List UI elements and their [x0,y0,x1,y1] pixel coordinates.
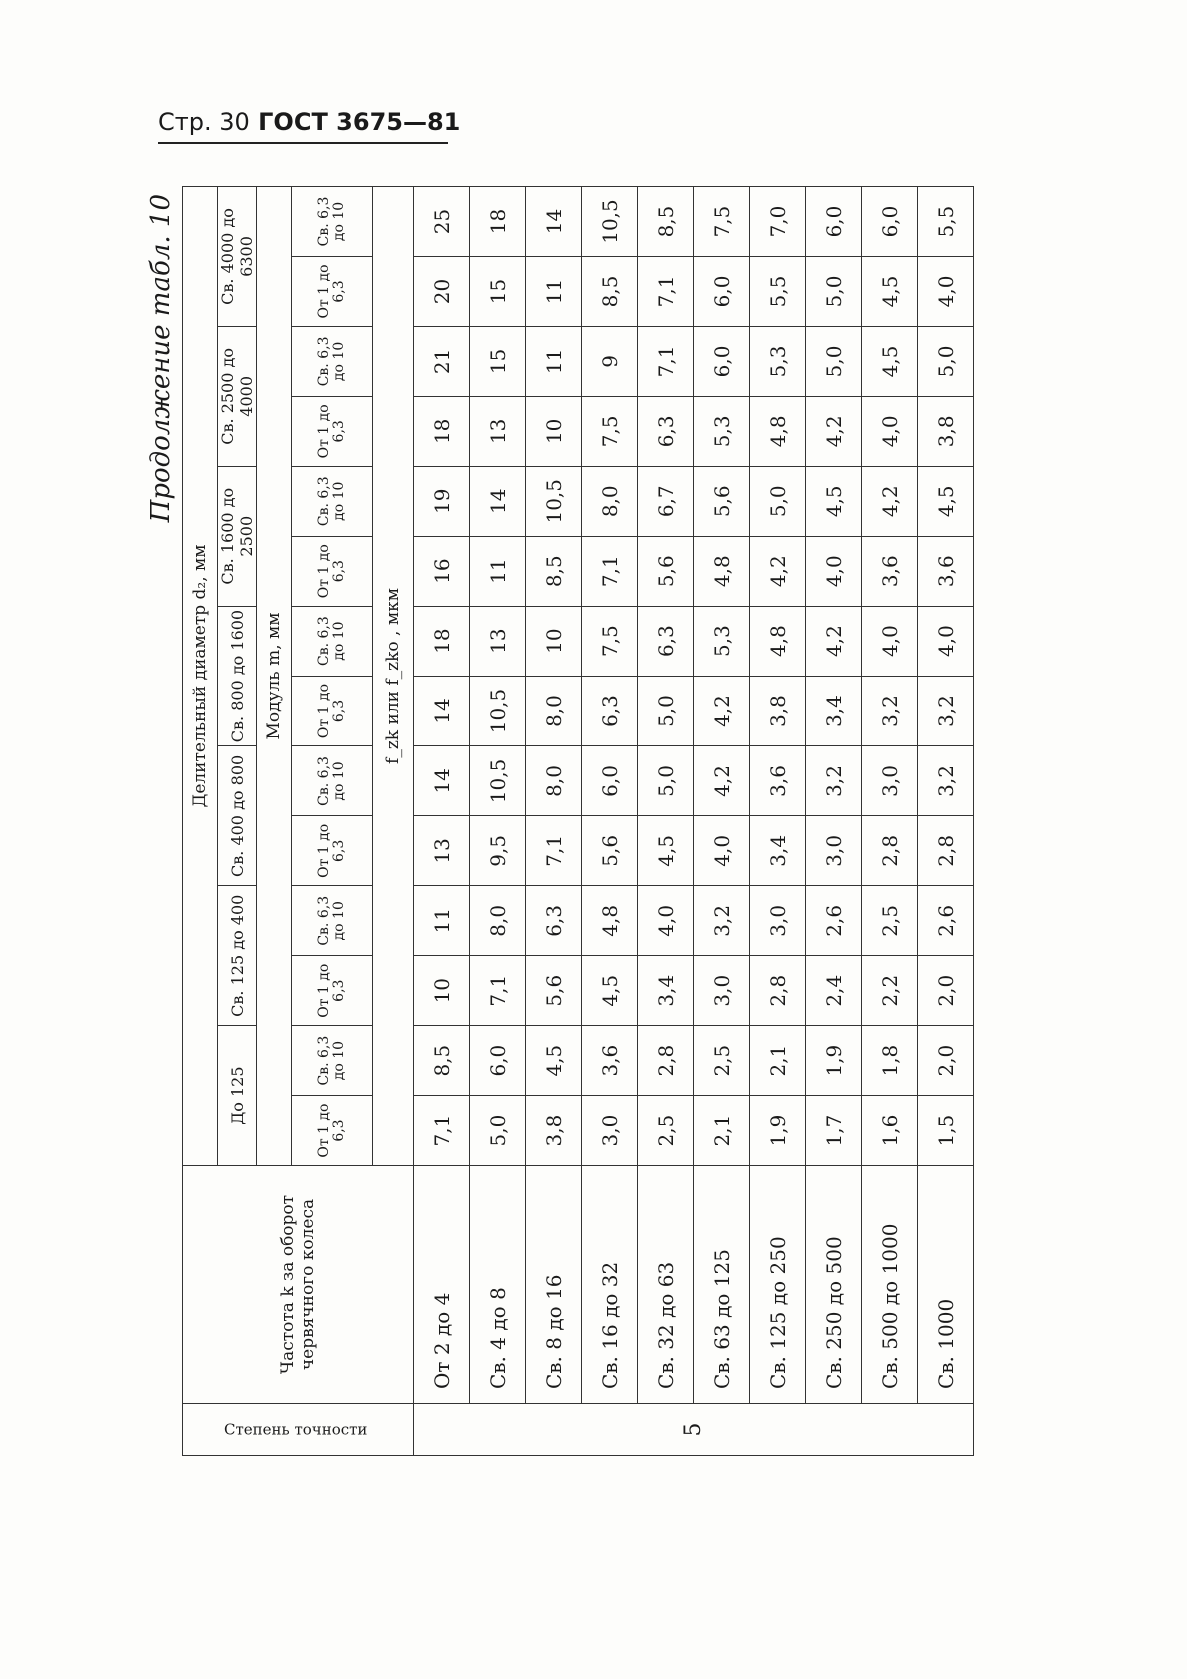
module-range-cell: Св. 6,3 до 10 [292,606,373,676]
value-cell: 6,3 [638,396,694,466]
value-cell: 5,3 [694,396,750,466]
module-range-cell: Св. 6,3 до 10 [292,187,373,257]
value-cell: 20 [414,257,470,327]
table-row [694,187,750,1456]
value-cell: 4,2 [806,396,862,466]
value-cell: 5,6 [638,536,694,606]
value-cell: 14 [414,676,470,746]
page-number: Стр. 30 [158,108,250,136]
value-cell: 8,0 [526,746,582,816]
module-header: Модуль m, мм [257,187,292,1166]
value-cell: 4,0 [918,257,974,327]
value-cell: 1,7 [806,1096,862,1166]
tolerance-table [182,186,974,1456]
value-cell: 2,2 [862,956,918,1026]
value-cell: 6,7 [638,466,694,536]
table-caption: Продолжение табл. 10 [146,194,176,523]
diameter-range-4: Св. 1600 до 2500 [218,466,257,606]
module-range-cell: От 1 до 6,3 [292,1096,373,1166]
degree-header: Степень точности [183,1404,414,1456]
degree-value: 5 [414,1404,974,1456]
value-cell: 14 [470,466,526,536]
value-cell: 3,6 [750,746,806,816]
table-row [470,187,526,1456]
value-cell: 5,6 [694,466,750,536]
diameter-range-3: Св. 800 до 1600 [218,606,257,746]
module-range-cell: Св. 6,3 до 10 [292,886,373,956]
value-cell: 6,0 [694,326,750,396]
frequency-cell: Св. 8 до 16 [526,1166,582,1404]
value-cell: 5,0 [638,746,694,816]
table-row [414,187,470,1456]
value-cell: 8,0 [526,676,582,746]
unit-header: f_zk или f_zko , мкм [373,187,414,1166]
value-cell: 10,5 [582,187,638,257]
value-cell: 4,2 [694,746,750,816]
value-cell: 4,8 [750,396,806,466]
value-cell: 1,9 [806,1026,862,1096]
value-cell: 11 [526,326,582,396]
frequency-cell: Св. 16 до 32 [582,1166,638,1404]
value-cell: 21 [414,326,470,396]
value-cell: 5,0 [638,676,694,746]
frequency-cell: Св. 63 до 125 [694,1166,750,1404]
module-range-cell: От 1 до 6,3 [292,536,373,606]
value-cell: 3,0 [582,1096,638,1166]
value-cell: 2,5 [638,1096,694,1166]
value-cell: 4,0 [638,886,694,956]
value-cell: 8,5 [526,536,582,606]
value-cell: 5,3 [750,326,806,396]
value-cell: 6,3 [638,606,694,676]
value-cell: 3,8 [918,396,974,466]
value-cell: 16 [414,536,470,606]
module-range-cell: От 1 до 6,3 [292,257,373,327]
value-cell: 4,2 [806,606,862,676]
value-cell: 9 [582,326,638,396]
table-row [806,187,862,1456]
value-cell: 3,8 [750,676,806,746]
value-cell: 1,6 [862,1096,918,1166]
value-cell: 2,8 [918,816,974,886]
value-cell: 18 [414,606,470,676]
value-cell: 15 [470,257,526,327]
value-cell: 10 [526,606,582,676]
value-cell: 5,6 [526,956,582,1026]
module-range-cell: От 1 до 6,3 [292,396,373,466]
value-cell: 1,5 [918,1096,974,1166]
value-cell: 3,6 [582,1026,638,1096]
value-cell: 4,5 [918,466,974,536]
value-cell: 8,0 [582,466,638,536]
page-header [158,108,461,144]
value-cell: 15 [470,326,526,396]
module-range-cell: Св. 6,3 до 10 [292,466,373,536]
value-cell: 7,5 [582,606,638,676]
module-range-cell: Св. 6,3 до 10 [292,746,373,816]
table-body [414,187,974,1456]
value-cell: 3,2 [862,676,918,746]
value-cell: 5,5 [918,187,974,257]
value-cell: 4,2 [750,536,806,606]
value-cell: 3,2 [806,746,862,816]
table-row [862,187,918,1456]
value-cell: 3,0 [694,956,750,1026]
value-cell: 3,6 [918,536,974,606]
value-cell: 3,4 [806,676,862,746]
value-cell: 4,0 [918,606,974,676]
table-row [582,187,638,1456]
value-cell: 7,1 [526,816,582,886]
value-cell: 18 [470,187,526,257]
value-cell: 3,2 [918,746,974,816]
diameter-range-1: Св. 125 до 400 [218,886,257,1026]
value-cell: 3,6 [862,536,918,606]
value-cell: 4,5 [582,956,638,1026]
value-cell: 7,1 [638,326,694,396]
value-cell: 4,2 [862,466,918,536]
value-cell: 4,8 [750,606,806,676]
frequency-cell: Св. 4 до 8 [470,1166,526,1404]
value-cell: 5,0 [806,257,862,327]
value-cell: 3,4 [750,816,806,886]
value-cell: 7,5 [694,187,750,257]
module-range-cell: Св. 6,3 до 10 [292,326,373,396]
value-cell: 7,1 [638,257,694,327]
value-cell: 8,5 [638,187,694,257]
diameter-range-5: Св. 2500 до 4000 [218,326,257,466]
value-cell: 7,1 [470,956,526,1026]
value-cell: 13 [414,816,470,886]
frequency-cell: Св. 125 до 250 [750,1166,806,1404]
diameter-group-header: Делительный диаметр d₂, мм [183,187,218,1166]
frequency-cell: Св. 250 до 500 [806,1166,862,1404]
value-cell: 3,4 [638,956,694,1026]
value-cell: 3,0 [862,746,918,816]
value-cell: 2,1 [750,1026,806,1096]
value-cell: 4,0 [694,816,750,886]
value-cell: 4,5 [526,1026,582,1096]
value-cell: 2,5 [862,886,918,956]
table-row [638,187,694,1456]
value-cell: 9,5 [470,816,526,886]
value-cell: 4,0 [862,396,918,466]
value-cell: 8,5 [582,257,638,327]
module-range-cell: Св. 6,3 до 10 [292,1026,373,1096]
value-cell: 6,0 [582,746,638,816]
value-cell: 7,1 [414,1096,470,1166]
value-cell: 5,3 [694,606,750,676]
value-cell: 2,8 [638,1026,694,1096]
value-cell: 4,8 [694,536,750,606]
value-cell: 25 [414,187,470,257]
value-cell: 2,0 [918,956,974,1026]
table-row [750,187,806,1456]
value-cell: 2,1 [694,1096,750,1166]
value-cell: 5,5 [750,257,806,327]
value-cell: 2,0 [918,1026,974,1096]
value-cell: 8,5 [414,1026,470,1096]
diameter-range-2: Св. 400 до 800 [218,746,257,886]
value-cell: 2,6 [806,886,862,956]
value-cell: 10,5 [470,746,526,816]
value-cell: 3,0 [806,816,862,886]
value-cell: 4,0 [806,536,862,606]
rotated-table-area [146,186,1082,1456]
value-cell: 18 [414,396,470,466]
value-cell: 6,0 [862,187,918,257]
value-cell: 5,0 [806,326,862,396]
table-row [918,187,974,1456]
value-cell: 4,5 [862,257,918,327]
value-cell: 2,6 [918,886,974,956]
value-cell: 11 [526,257,582,327]
value-cell: 6,0 [694,257,750,327]
value-cell: 6,3 [582,676,638,746]
value-cell: 3,0 [750,886,806,956]
diameter-range-0: До 125 [218,1026,257,1166]
value-cell: 4,5 [638,816,694,886]
table-row [526,187,582,1456]
value-cell: 2,8 [750,956,806,1026]
value-cell: 4,2 [694,676,750,746]
value-cell: 7,0 [750,187,806,257]
value-cell: 14 [526,187,582,257]
diameter-range-6: Св. 4000 до 6300 [218,187,257,327]
value-cell: 5,0 [918,326,974,396]
value-cell: 3,8 [526,1096,582,1166]
frequency-header: Частота k за оборот червячного колеса [183,1166,414,1404]
value-cell: 7,1 [582,536,638,606]
module-range-cell: От 1 до 6,3 [292,676,373,746]
value-cell: 5,6 [582,816,638,886]
value-cell: 4,5 [806,466,862,536]
value-cell: 3,2 [694,886,750,956]
module-range-cell: От 1 до 6,3 [292,956,373,1026]
standard-code: ГОСТ 3675—81 [258,108,461,136]
value-cell: 11 [470,536,526,606]
value-cell: 14 [414,746,470,816]
frequency-cell: Св. 1000 [918,1166,974,1404]
frequency-cell: От 2 до 4 [414,1166,470,1404]
value-cell: 6,0 [470,1026,526,1096]
value-cell: 5,0 [470,1096,526,1166]
value-cell: 10,5 [470,676,526,746]
value-cell: 2,8 [862,816,918,886]
value-cell: 4,5 [862,326,918,396]
value-cell: 3,2 [918,676,974,746]
module-range-cell: От 1 до 6,3 [292,816,373,886]
value-cell: 11 [414,886,470,956]
value-cell: 10 [414,956,470,1026]
value-cell: 7,5 [582,396,638,466]
value-cell: 13 [470,396,526,466]
value-cell: 19 [414,466,470,536]
value-cell: 6,0 [806,187,862,257]
value-cell: 10,5 [526,466,582,536]
value-cell: 4,8 [582,886,638,956]
value-cell: 8,0 [470,886,526,956]
value-cell: 2,4 [806,956,862,1026]
value-cell: 5,0 [750,466,806,536]
value-cell: 6,3 [526,886,582,956]
frequency-cell: Св. 500 до 1000 [862,1166,918,1404]
value-cell: 4,0 [862,606,918,676]
value-cell: 2,5 [694,1026,750,1096]
value-cell: 10 [526,396,582,466]
frequency-cell: Св. 32 до 63 [638,1166,694,1404]
value-cell: 1,9 [750,1096,806,1166]
value-cell: 13 [470,606,526,676]
value-cell: 1,8 [862,1026,918,1096]
